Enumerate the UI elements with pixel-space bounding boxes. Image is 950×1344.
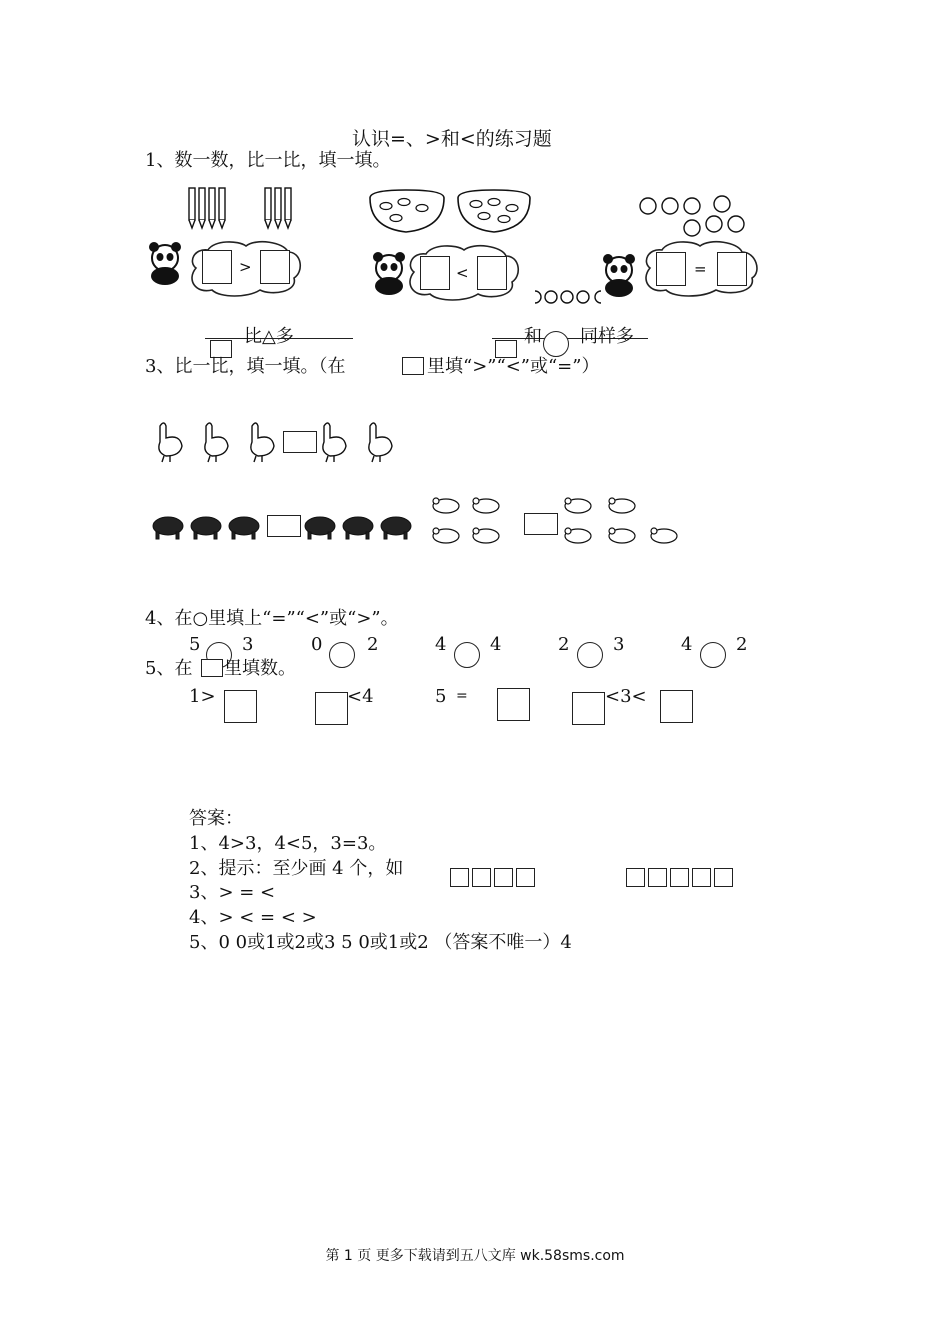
q4-right-number: 3	[242, 634, 254, 655]
mice-illustration	[430, 496, 690, 552]
q5-heading-part1: 5、在	[145, 658, 193, 679]
answer-box[interactable]	[224, 690, 257, 723]
panda-icon	[144, 240, 186, 286]
page-title: 认识=、>和<的练习题	[352, 128, 552, 150]
caption-more: 比△多	[244, 326, 294, 347]
page-footer: 第 1 页 更多下载请到五八文库 wk.58sms.com	[325, 1248, 625, 1264]
square-symbol	[201, 659, 223, 677]
q4-right-number: 3	[613, 634, 625, 655]
caption-same: 同样多	[580, 326, 634, 347]
answer-box[interactable]	[315, 692, 348, 725]
fishbowl-illustration	[368, 188, 548, 236]
answer-3: 3、> = <	[189, 882, 276, 903]
q4-heading: 4、在○里填上“=”“<”或“>”。	[145, 608, 399, 629]
answer-box[interactable]	[202, 250, 232, 284]
answer-box[interactable]	[572, 692, 605, 725]
answer-box[interactable]	[477, 256, 507, 290]
example-squares-5	[626, 867, 736, 887]
answer-circle[interactable]	[329, 642, 355, 668]
q5-item2-text: <4	[347, 686, 374, 707]
answer-box[interactable]	[497, 688, 530, 721]
q4-left-number: 4	[681, 634, 693, 655]
q4-right-number: 2	[367, 634, 379, 655]
q5-heading-part2: 里填数。	[224, 658, 296, 679]
answer-circle[interactable]	[454, 642, 480, 668]
q4-left-number: 5	[189, 634, 201, 655]
q4-right-number: 2	[736, 634, 748, 655]
panda-icon	[598, 252, 640, 298]
gt-symbol: >	[239, 258, 252, 276]
square-symbol	[402, 357, 424, 375]
geese-illustration	[154, 420, 404, 464]
eq-symbol: =	[694, 260, 707, 278]
q5-item1-text: 1>	[189, 686, 216, 707]
q4-left-number: 2	[558, 634, 570, 655]
q1-heading: 1、数一数，比一比，填一填。	[145, 150, 391, 171]
circle-symbol	[543, 331, 569, 357]
answer-box[interactable]	[260, 250, 290, 284]
pencils-illustration	[185, 186, 305, 232]
lt-symbol: <	[456, 264, 469, 282]
answer-2: 2、提示：至少画 4 个，如	[189, 858, 404, 879]
caption-and: 和	[524, 326, 542, 347]
q5-item3-number: 5	[435, 686, 447, 707]
answer-box[interactable]	[656, 252, 686, 286]
q5-item3-eq: =	[456, 688, 468, 704]
apples-illustration	[636, 192, 756, 238]
q3-heading-part1: 3、比一比，填一填。（在	[145, 356, 346, 377]
answer-box[interactable]	[717, 252, 747, 286]
answer-box[interactable]	[283, 431, 317, 453]
answer-box[interactable]	[524, 513, 558, 535]
answer-circle[interactable]	[700, 642, 726, 668]
answer-box[interactable]	[420, 256, 450, 290]
answer-box[interactable]	[660, 690, 693, 723]
answer-box[interactable]	[267, 515, 301, 537]
answer-4: 4、> < = < >	[189, 907, 317, 928]
q5-item4-text: <3<	[605, 686, 647, 707]
example-squares-4	[450, 867, 538, 887]
q4-left-number: 4	[435, 634, 447, 655]
answer-circle[interactable]	[577, 642, 603, 668]
q3-heading-part2: 里填“>”“<”或“=”）	[427, 356, 600, 377]
answer-5: 5、0 0或1或2或3 5 0或1或2 （答案不唯一）4	[189, 932, 572, 953]
answers-label: 答案：	[189, 808, 243, 829]
q4-right-number: 4	[490, 634, 502, 655]
q4-left-number: 0	[311, 634, 323, 655]
circles-row	[531, 289, 603, 305]
answer-1: 1、4>3，4<5，3=3。	[189, 833, 387, 854]
